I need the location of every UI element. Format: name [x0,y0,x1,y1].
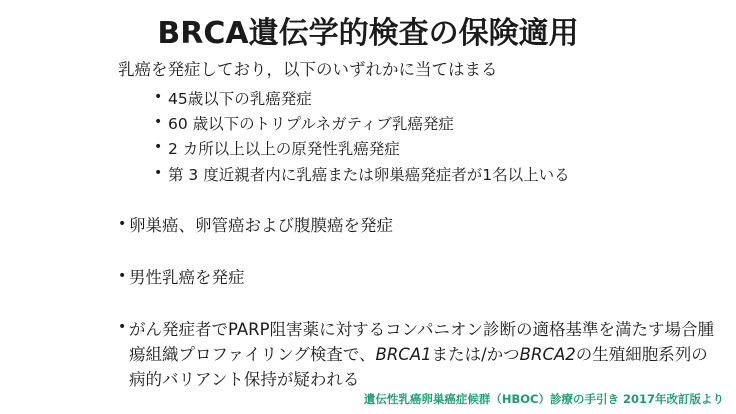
list-item: • 45歳以下の乳癌発症 [154,87,718,112]
spacer [118,239,718,266]
parp-text-part1: がん発症者でPARP阻害薬に対するコンパニオン診断の適格基準を満たす場合腫瘍組織プロファイリング検査で、 [129,320,714,365]
list-item: • 第 3 度近親者内に乳癌または卵巣癌発症者が1名以上いる [154,163,718,188]
lead-text: 乳癌を発症しており，以下のいずれかに当てはまる [118,60,498,79]
source-citation: 遺伝性乳癌卵巣癌症候群（HBOC）診療の手引き 2017年改訂版より [363,392,724,406]
parp-text-part3: の生殖細胞系列の病的バリアント保持が疑われる [129,345,708,390]
gene-brca2: BRCA2 [519,345,576,365]
list-item: • 60 歳以下のトリプルネガティブ乳癌発症 [154,112,718,137]
spacer [118,290,718,317]
slide-body [118,58,718,392]
criteria-list [118,87,718,188]
gene-brca1: BRCA1 [375,345,432,365]
spacer [118,188,718,214]
bullet-ovarian: • 卵巣癌、卵管癌および腹膜癌を発症 [118,214,718,239]
bullet-parp-criteria [118,317,718,392]
bullet-male-breast: • 男性乳癌を発症 [118,266,718,291]
page-title: BRCA遺伝学的検査の保険適用 [157,16,579,51]
parp-text-part2: または/かつ [431,345,520,365]
list-item: • 2 カ所以上以上の原発性乳癌発症 [154,137,718,162]
